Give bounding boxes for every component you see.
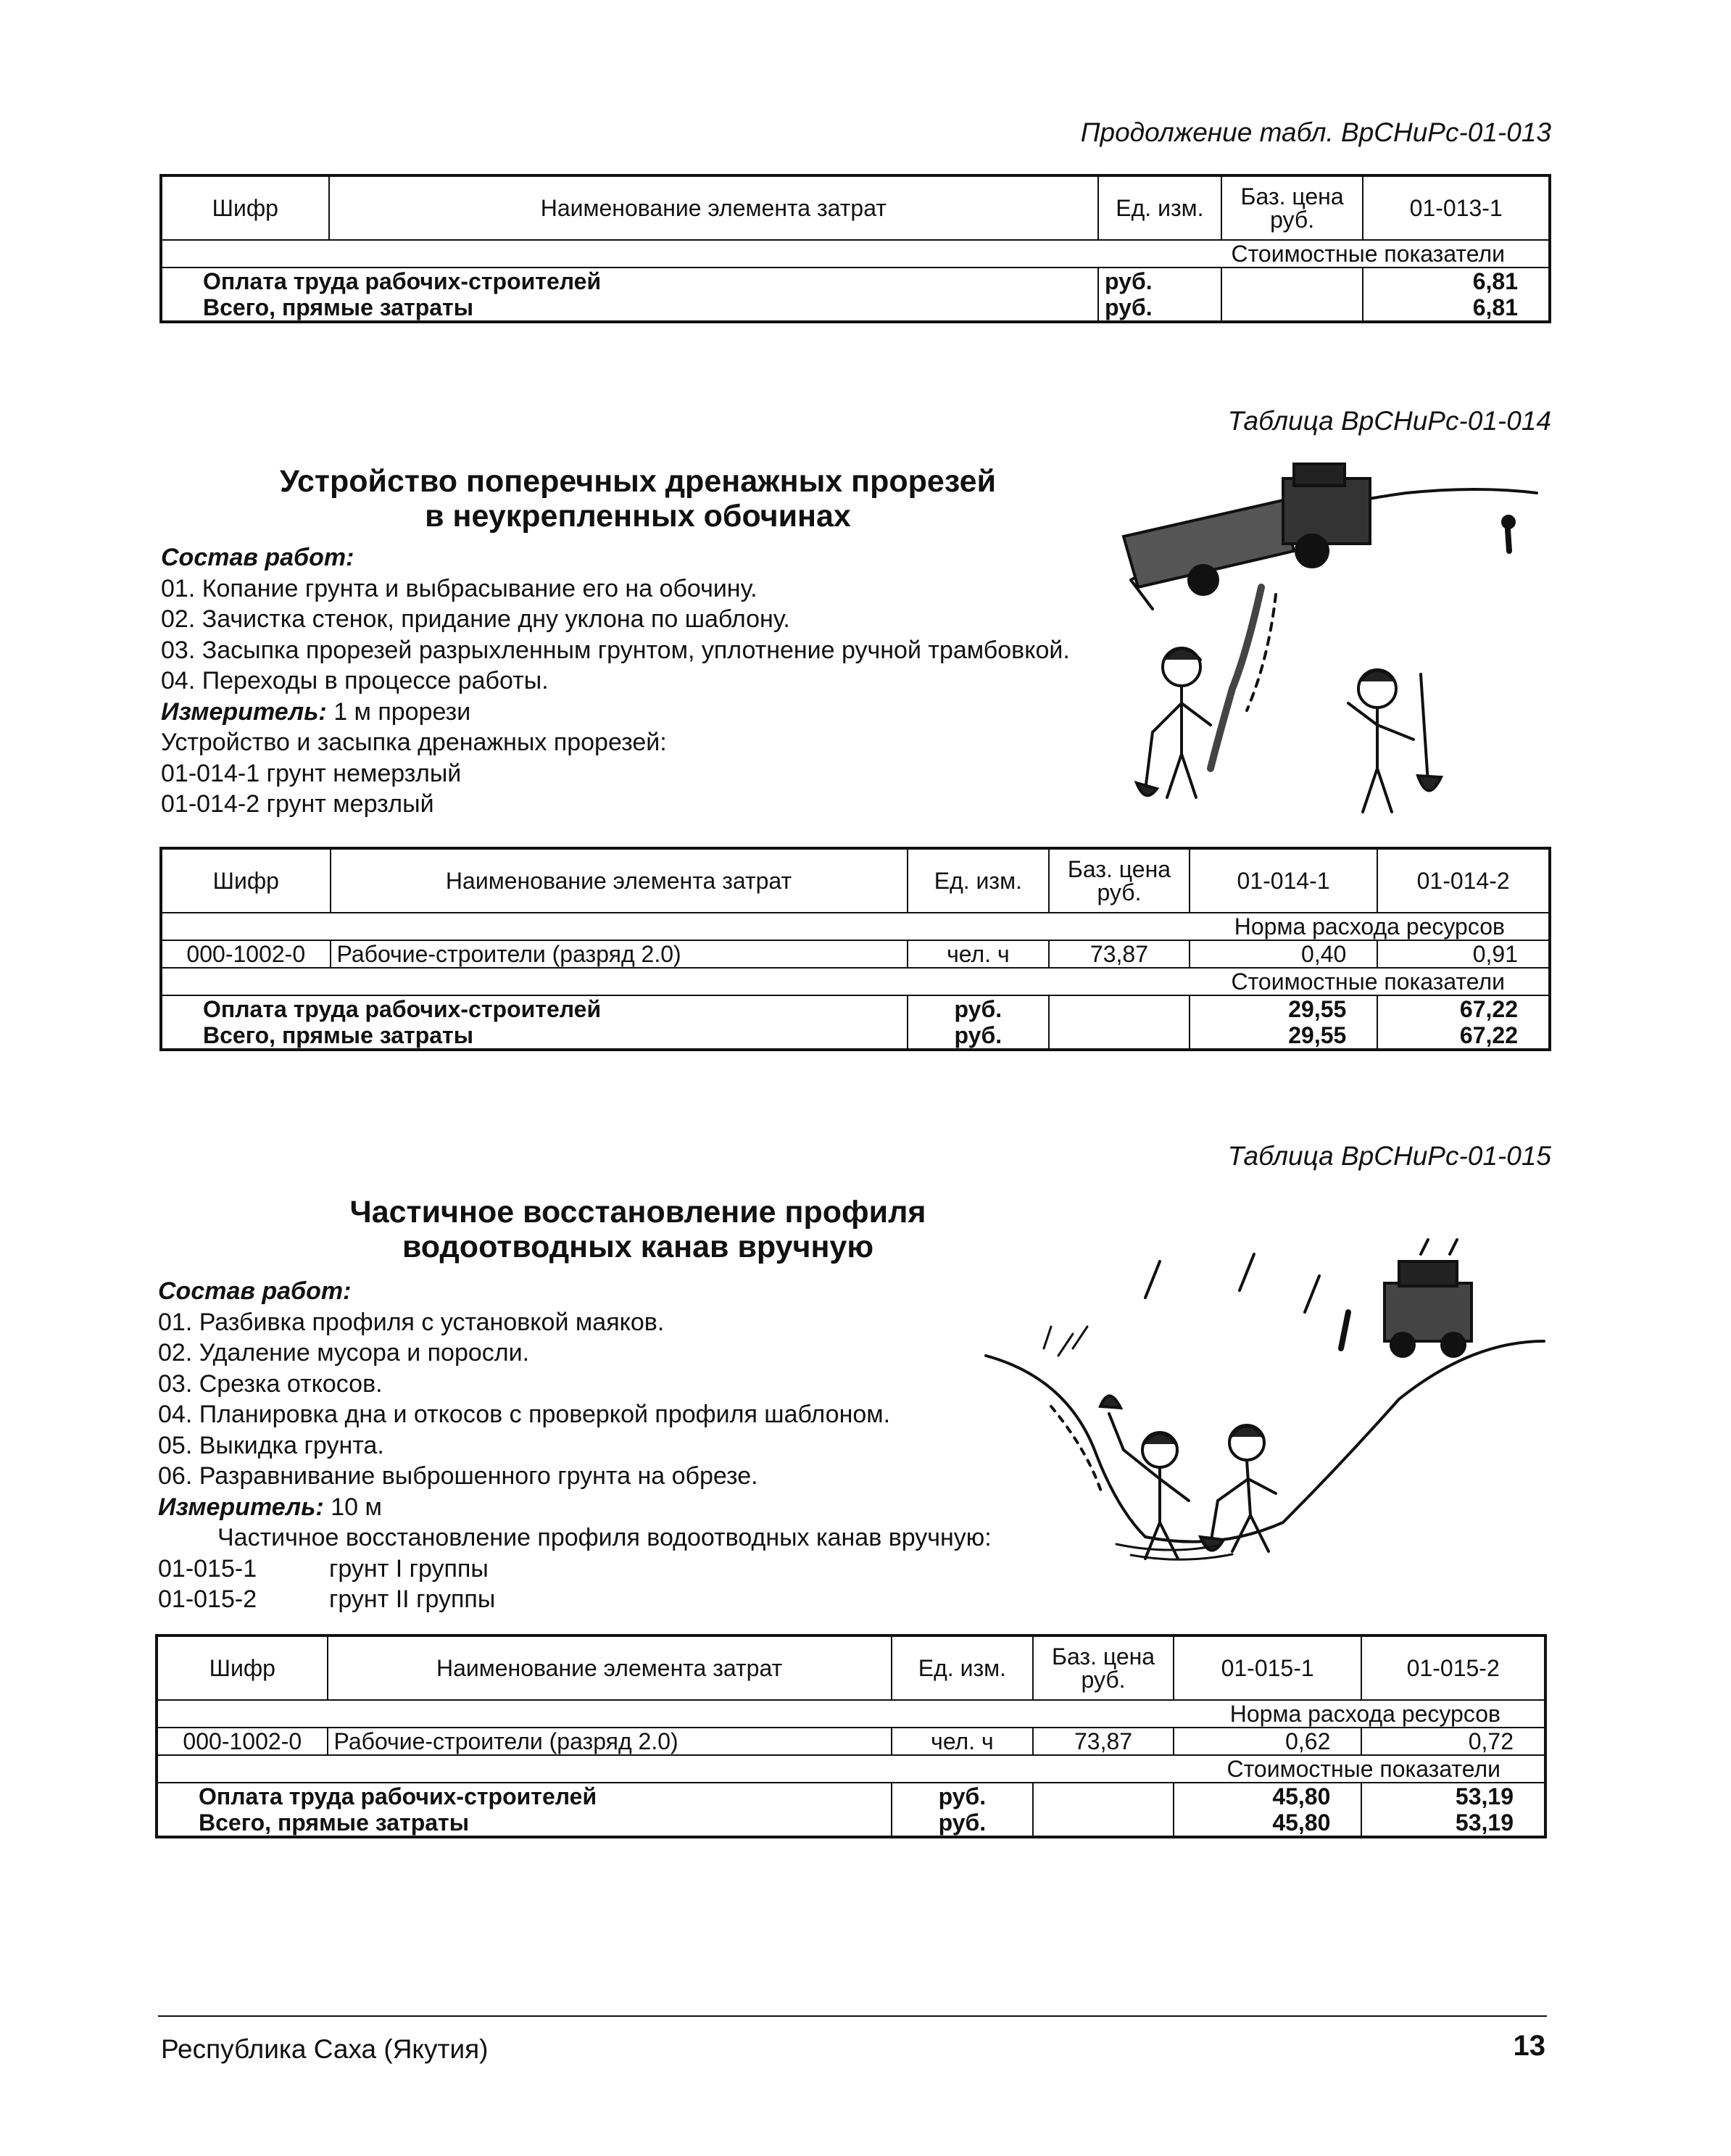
section-row [161, 968, 1550, 995]
variant-code: 01-014-1 [161, 759, 260, 787]
title-line-2: водоотводных канав вручную [402, 1230, 874, 1264]
row-unit: руб. [1098, 268, 1221, 294]
resource-name: Рабочие-строители (разряд 2.0) [328, 1728, 892, 1755]
row-unit: руб. [892, 1809, 1034, 1837]
row-name: Оплата труда рабочих-строителей [157, 1783, 892, 1809]
footer-region: Республика Саха (Якутия) [161, 2034, 489, 2064]
variants-description: Устройство и засыпка дренажных прорезей: [161, 729, 667, 756]
work-description-014 [161, 542, 1070, 820]
variant-text: грунт немерзлый [266, 759, 462, 787]
row-price [1049, 1022, 1190, 1050]
header-unit: Ед. изм. [908, 848, 1050, 913]
row-name: Всего, прямые затраты [161, 294, 1098, 322]
title-line-1: Частичное восстановление профиля [349, 1195, 926, 1230]
resource-price: 73,87 [1033, 1728, 1174, 1755]
row-price [1049, 995, 1190, 1022]
row-price [1033, 1783, 1174, 1809]
resource-code: 000-1002-0 [157, 1728, 328, 1755]
resource-unit: чел. ч [908, 940, 1050, 968]
row-name: Всего, прямые затраты [161, 1022, 908, 1050]
row-name: Оплата труда рабочих-строителей [161, 995, 908, 1022]
table-row [157, 1783, 1545, 1809]
section-row [161, 240, 1550, 268]
row-price [1221, 268, 1363, 294]
footer-divider [158, 2015, 1547, 2017]
work-item: 01. Разбивка профиля с установкой маяков. [158, 1308, 665, 1336]
resource-name: Рабочие-строители (разряд 2.0) [331, 940, 908, 968]
work-item: 02. Удаление мусора и поросли. [158, 1339, 530, 1367]
work-item: 04. Планировка дна и откосов с проверкой профиля шаблоном. [158, 1401, 891, 1428]
table-header-row [157, 1635, 1545, 1700]
title-line-2: в неукрепленных обочинах [425, 499, 851, 534]
row-name: Всего, прямые затраты [157, 1809, 892, 1837]
work-item: 01. Копание грунта и выбрасывание его на обочину. [161, 574, 757, 602]
row-unit: руб. [908, 1022, 1050, 1050]
work-item: 05. Выкидка грунта. [158, 1431, 384, 1459]
meter-value: 10 м [331, 1493, 382, 1521]
section-cost-label: Стоимостные показатели [157, 1755, 1545, 1783]
drainage-workers-illustration [1102, 449, 1551, 826]
header-unit: Ед. изм. [1098, 175, 1221, 240]
header-col2: 01-014-2 [1377, 848, 1550, 913]
table-row [161, 995, 1550, 1022]
variant-code: 01-014-2 [161, 790, 260, 818]
header-code: Шифр [161, 848, 331, 913]
row-unit: руб. [892, 1783, 1034, 1809]
resource-value-2: 0,72 [1361, 1728, 1545, 1755]
row-value-1: 6,81 [1363, 294, 1550, 322]
section-row [157, 1755, 1545, 1783]
works-label: Состав работ: [158, 1277, 352, 1305]
row-value-2: 53,19 [1361, 1809, 1545, 1837]
header-price: Баз. цена руб. [1221, 175, 1363, 240]
header-price: Баз. цена руб. [1033, 1635, 1174, 1700]
row-value-2: 53,19 [1361, 1783, 1545, 1809]
meter-label: Измеритель: [161, 697, 327, 726]
header-col2: 01-015-2 [1361, 1635, 1545, 1700]
header-code: Шифр [161, 175, 329, 240]
section-row [157, 1700, 1545, 1728]
table-header-row [161, 848, 1550, 913]
table-row [157, 1809, 1545, 1837]
table-row [161, 1022, 1550, 1050]
table-row [161, 268, 1550, 294]
meter-value: 1 м прорези [333, 697, 471, 726]
header-unit: Ед. изм. [892, 1635, 1034, 1700]
resource-value-1: 0,62 [1174, 1728, 1362, 1755]
section-cost-label: Стоимостные показатели [161, 968, 1550, 995]
ditch-workers-illustration [979, 1232, 1558, 1573]
header-col1: 01-015-1 [1174, 1635, 1362, 1700]
cost-table-015 [155, 1634, 1547, 1838]
work-item: 03. Засыпка прорезей разрыхленным грунтом, уплотнение ручной трамбовкой. [161, 636, 1070, 664]
row-name: Оплата труда рабочих-строителей [161, 268, 1098, 294]
row-value-2: 67,22 [1377, 995, 1550, 1022]
row-value-1: 45,80 [1174, 1809, 1362, 1837]
header-col1: 01-013-1 [1363, 175, 1550, 240]
header-name: Наименование элемента затрат [329, 175, 1098, 240]
row-value-1: 6,81 [1363, 268, 1550, 294]
title-line-1: Устройство поперечных дренажных прорезей [279, 464, 997, 499]
section-norm-label: Норма расхода ресурсов [157, 1700, 1545, 1728]
row-value-1: 29,55 [1190, 995, 1378, 1022]
variant-text: грунт II группы [329, 1585, 496, 1613]
cost-table-014 [159, 847, 1551, 1051]
table-row [161, 940, 1550, 968]
meter-label: Измеритель: [158, 1493, 324, 1521]
variant-text: грунт мерзлый [266, 790, 434, 818]
variants-description: Частичное восстановление профиля водоотводных канав вручную: [217, 1524, 992, 1551]
variant-code: 01-015-2 [158, 1585, 257, 1613]
work-item: 04. Переходы в процессе работы. [161, 667, 549, 695]
resource-value-1: 0,40 [1190, 940, 1378, 968]
table-caption-015: Таблица ВрСНиРс-01-015 [1227, 1141, 1551, 1171]
page-number: 13 [1513, 2030, 1545, 2062]
header-name: Наименование элемента затрат [328, 1635, 892, 1700]
works-label: Состав работ: [161, 544, 354, 571]
resource-unit: чел. ч [892, 1728, 1034, 1755]
table-caption-013: Продолжение табл. ВрСНиРс-01-013 [1080, 117, 1551, 147]
row-unit: руб. [908, 995, 1050, 1022]
work-item: 06. Разравнивание выброшенного грунта на обрезе. [158, 1462, 758, 1490]
row-price [1221, 294, 1363, 322]
variant-code: 01-015-1 [158, 1554, 257, 1583]
header-name: Наименование элемента затрат [331, 848, 908, 913]
table-row [161, 294, 1550, 322]
work-description-015 [158, 1276, 992, 1615]
resource-price: 73,87 [1049, 940, 1190, 968]
row-price [1033, 1809, 1174, 1837]
header-col1: 01-014-1 [1190, 848, 1378, 913]
row-value-1: 29,55 [1190, 1022, 1378, 1050]
resource-code: 000-1002-0 [161, 940, 331, 968]
variant-text: грунт I группы [329, 1554, 489, 1583]
work-item: 03. Срезка откосов. [158, 1369, 383, 1398]
table-caption-014: Таблица ВрСНиРс-01-014 [1227, 406, 1551, 436]
section-title-015 [188, 1195, 1087, 1264]
work-item: 02. Зачистка стенок, придание дну уклона по шаблону. [161, 605, 790, 633]
row-unit: руб. [1098, 294, 1221, 322]
section-cost-label: Стоимостные показатели [161, 240, 1550, 268]
cost-table-013 [159, 174, 1551, 323]
section-row [161, 913, 1550, 940]
resource-value-2: 0,91 [1377, 940, 1550, 968]
header-price: Баз. цена руб. [1049, 848, 1190, 913]
row-value-1: 45,80 [1174, 1783, 1362, 1809]
section-norm-label: Норма расхода ресурсов [161, 913, 1550, 940]
header-code: Шифр [157, 1635, 328, 1700]
section-title-014 [188, 464, 1087, 534]
row-value-2: 67,22 [1377, 1022, 1550, 1050]
table-header-row [161, 175, 1550, 240]
table-row [157, 1728, 1545, 1755]
